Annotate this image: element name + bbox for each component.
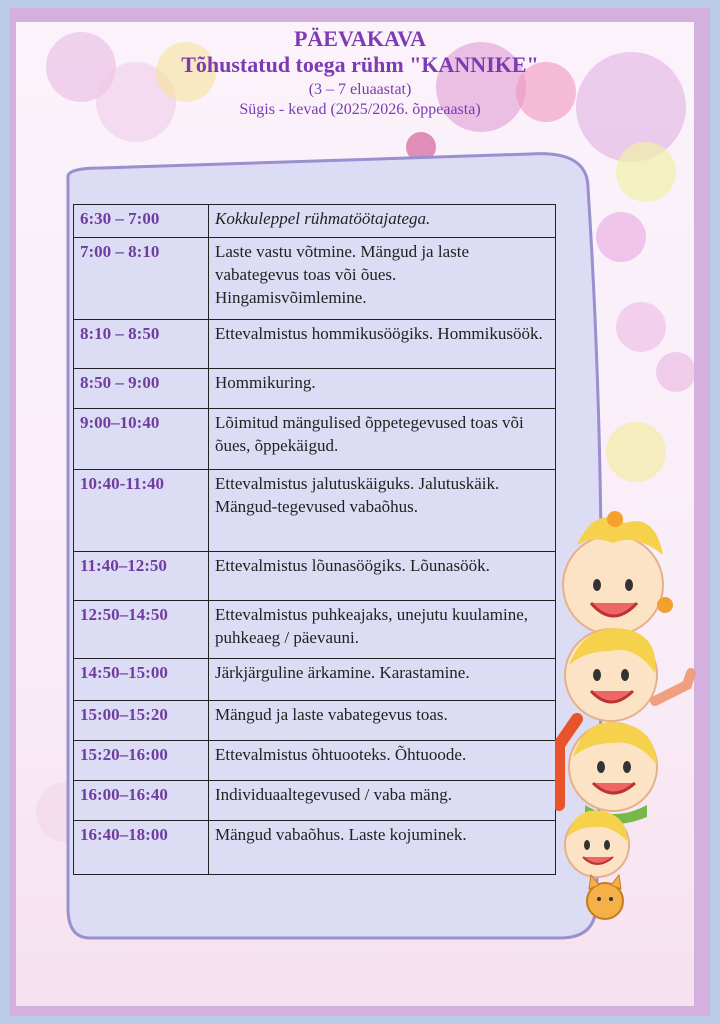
schedule-row xyxy=(74,409,556,470)
schedule-row xyxy=(74,369,556,409)
schedule-time: 11:40–12:50 xyxy=(74,552,209,601)
schedule-time: 15:20–16:00 xyxy=(74,741,209,781)
schedule-row xyxy=(74,601,556,659)
decor-bubble xyxy=(656,352,694,392)
schedule-activity: Ettevalmistus jalutuskäiguks. Jalutuskäik. Mängud-tegevused vabaõhus. xyxy=(209,470,556,552)
schedule-time: 16:40–18:00 xyxy=(74,821,209,875)
schedule-table-body xyxy=(74,205,556,875)
schedule-activity: Hommikuring. xyxy=(209,369,556,409)
schedule-row xyxy=(74,552,556,601)
schedule-activity: Ettevalmistus hommikusöögiks. Hommikusöök. xyxy=(209,320,556,369)
schedule-time: 14:50–15:00 xyxy=(74,659,209,701)
schedule-time: 15:00–15:20 xyxy=(74,701,209,741)
group-name: Tõhustatud toega rühm "KANNIKE" xyxy=(181,52,539,77)
schedule-time: 10:40-11:40 xyxy=(74,470,209,552)
decor-bubble xyxy=(616,302,666,352)
schedule-activity: Kokkuleppel rühmatöötajatega. xyxy=(209,205,556,238)
schedule-activity: Järkjärguline ärkamine. Karastamine. xyxy=(209,659,556,701)
schedule-activity: Mängud vabaõhus. Laste kojuminek. xyxy=(209,821,556,875)
schedule-table xyxy=(73,204,556,875)
schedule-row xyxy=(74,701,556,741)
schedule-row xyxy=(74,205,556,238)
schedule-time: 9:00–10:40 xyxy=(74,409,209,470)
schedule-time: 8:50 – 9:00 xyxy=(74,369,209,409)
school-year: Sügis - kevad (2025/2026. õppeaasta) xyxy=(239,101,481,118)
page-title: PÄEVAKAVA xyxy=(293,26,427,51)
age-range: (3 – 7 eluaastat) xyxy=(308,81,412,98)
schedule-row xyxy=(74,470,556,552)
schedule-time: 6:30 – 7:00 xyxy=(74,205,209,238)
schedule-activity: Ettevalmistus lõunasöögiks. Lõunasöök. xyxy=(209,552,556,601)
schedule-activity: Individuaaltegevused / vaba mäng. xyxy=(209,781,556,821)
decor-bubble xyxy=(616,142,676,202)
schedule-row xyxy=(74,781,556,821)
schedule-activity: Lõimitud mängulised õppetegevused toas või õues, õppekäigud. xyxy=(209,409,556,470)
schedule-activity: Mängud ja laste vabategevus toas. xyxy=(209,701,556,741)
schedule-row xyxy=(74,238,556,320)
schedule-time: 8:10 – 8:50 xyxy=(74,320,209,369)
schedule-activity: Laste vastu võtmine. Mängud ja laste vabategevus toas või õues. Hingamisvõimlemine. xyxy=(209,238,556,320)
schedule-row xyxy=(74,741,556,781)
schedule-row xyxy=(74,320,556,369)
schedule-time: 16:00–16:40 xyxy=(74,781,209,821)
schedule-activity: Ettevalmistus õhtuooteks. Õhtuoode. xyxy=(209,741,556,781)
schedule-time: 12:50–14:50 xyxy=(74,601,209,659)
schedule-row xyxy=(74,659,556,701)
schedule-activity: Ettevalmistus puhkeajaks, unejutu kuulamine, puhkeaeg / päevauni. xyxy=(209,601,556,659)
page-header xyxy=(0,26,720,120)
schedule-time: 7:00 – 8:10 xyxy=(74,238,209,320)
schedule-row xyxy=(74,821,556,875)
cartoon-children-peeking-illustration xyxy=(555,505,705,925)
